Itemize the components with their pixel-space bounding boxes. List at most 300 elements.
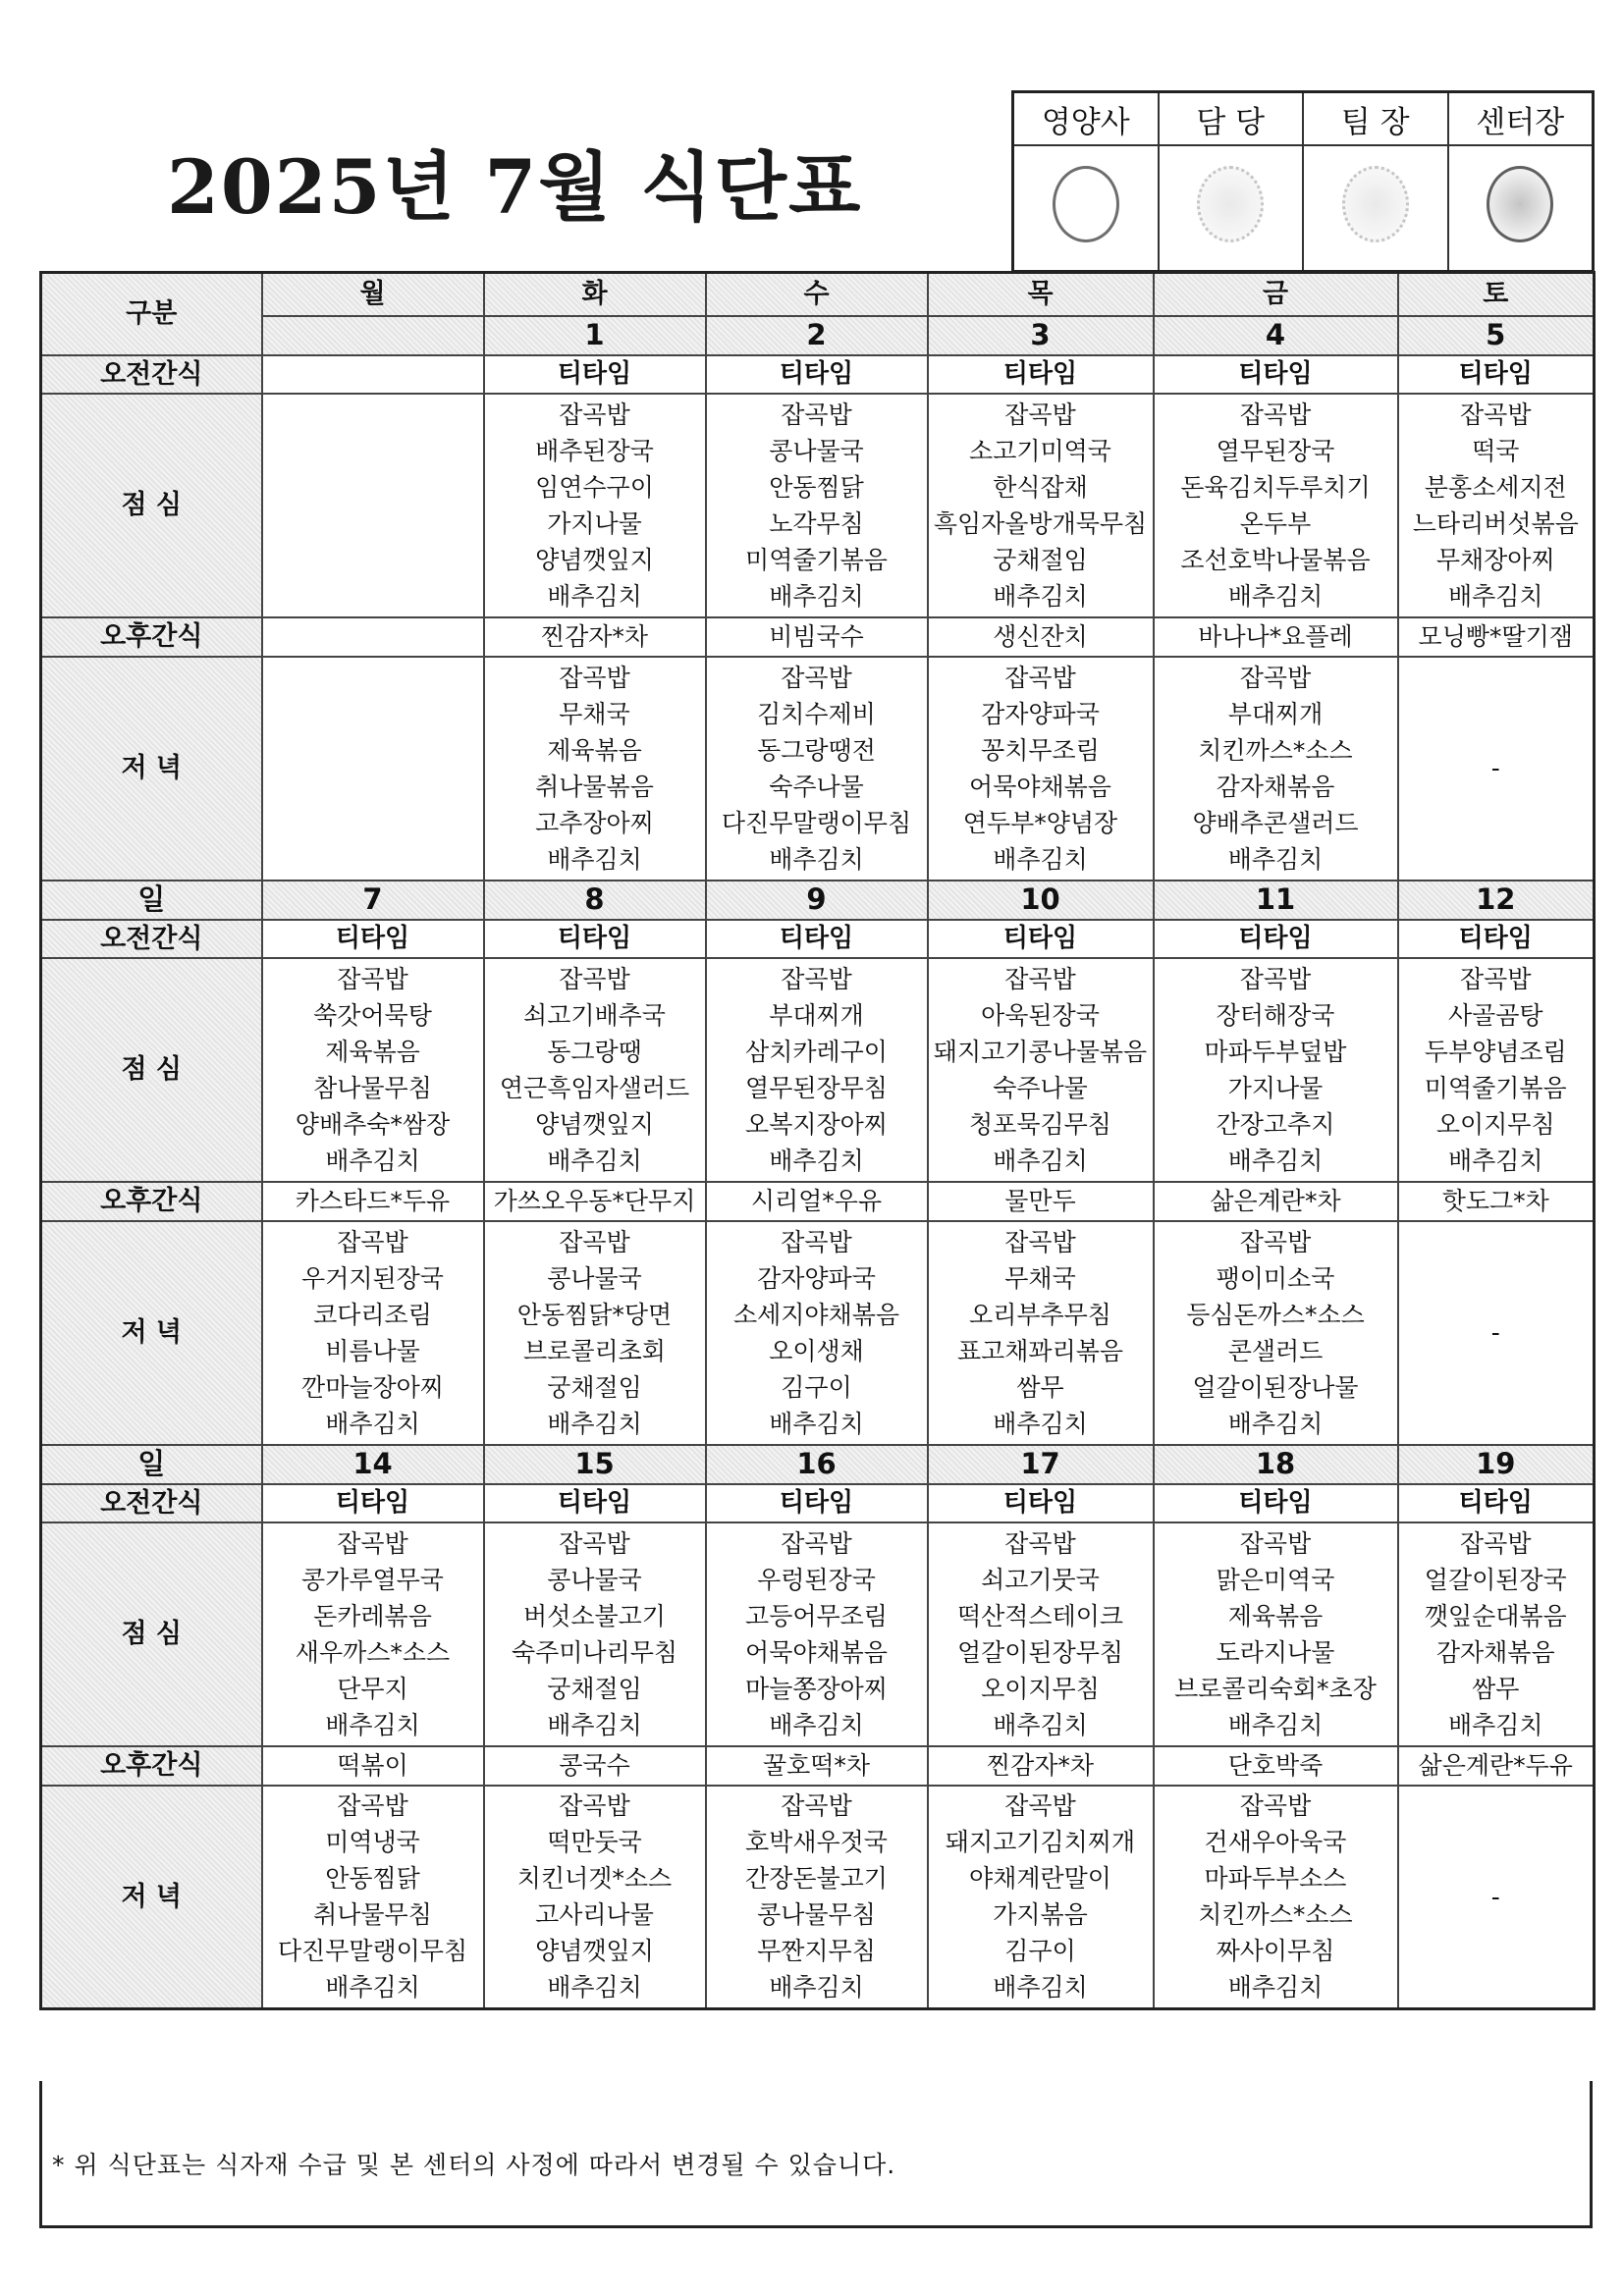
menu-item: 부대찌개 [1227, 699, 1324, 728]
date-cell [262, 316, 484, 355]
date-cell: 2 [706, 316, 928, 355]
menu-item: 오이지무침 [1435, 1109, 1555, 1139]
menu-item: 감자채볶음 [1435, 1637, 1555, 1667]
morning-cell: 티타임 [484, 1484, 706, 1522]
menu-item: - [1490, 754, 1500, 782]
menu-item: 연두부*양념장 [962, 808, 1118, 837]
menu-item: 분홍소세지전 [1424, 472, 1567, 502]
menu-item: 잡곡밥 [337, 964, 408, 993]
date-cell: 8 [484, 881, 706, 920]
menu-item: 다진무말랭이무침 [721, 808, 912, 837]
menu-item: 잡곡밥 [781, 1227, 852, 1256]
afternoon-cell: 가쓰오우동*단무지 [484, 1182, 706, 1221]
date-cell: 9 [706, 881, 928, 920]
lunch-label: 점 심 [41, 394, 262, 617]
afternoon-row [41, 1746, 1595, 1786]
menu-item: 콩나물무침 [757, 1900, 876, 1930]
manager-stamp [1197, 166, 1264, 242]
menu-item: 쑥갓어묵탕 [313, 1000, 432, 1030]
menu-item: 떡국 [1472, 436, 1520, 465]
approval-box [1011, 90, 1595, 273]
afternoon-cell: 비빔국수 [706, 617, 928, 657]
lunch-cell [1398, 1522, 1595, 1746]
menu-item: 단무지 [337, 1674, 408, 1703]
menu-item: 쌈무 [1016, 1372, 1064, 1402]
morning-cell: 티타임 [484, 355, 706, 394]
menu-item: 임연수구이 [535, 472, 654, 502]
morning-cell: 티타임 [262, 920, 484, 958]
lunch-cell [1154, 958, 1398, 1182]
morning-cell [262, 355, 484, 394]
menu-item: 양배추숙*쌈장 [295, 1109, 451, 1139]
dinner-cell [262, 1221, 484, 1445]
menu-item: 배추김치 [547, 1973, 642, 2002]
menu-item: 제육볶음 [1227, 1601, 1324, 1630]
menu-item: 궁채절임 [993, 545, 1088, 574]
weekday-header: 토 [1398, 273, 1595, 316]
menu-item: 제육볶음 [547, 735, 642, 765]
menu-item: 콩나물국 [769, 436, 864, 465]
lunch-cell [262, 394, 484, 617]
menu-item: 배추김치 [769, 844, 864, 874]
menu-item: 잡곡밥 [1004, 1528, 1076, 1558]
menu-item: 사골곰탕 [1447, 1000, 1543, 1030]
menu-item: 고사리나물 [535, 1900, 654, 1930]
corner-label: 구분 [41, 273, 262, 355]
menu-item: 가지나물 [1227, 1073, 1324, 1102]
afternoon-label: 오후간식 [41, 1182, 262, 1221]
lunch-cell [484, 1522, 706, 1746]
menu-item: 잡곡밥 [1239, 1227, 1312, 1256]
lunch-cell [1398, 394, 1595, 617]
menu-item: 잡곡밥 [1460, 1528, 1532, 1558]
afternoon-label: 오후간식 [41, 617, 262, 657]
menu-item: 고등어무조림 [745, 1601, 888, 1630]
lunch-cell [1154, 1522, 1398, 1746]
menu-item: 배추김치 [325, 1146, 420, 1175]
menu-item: 브로콜리숙회*초장 [1174, 1674, 1377, 1703]
menu-item: 오복지장아찌 [745, 1109, 888, 1139]
menu-item: 잡곡밥 [337, 1227, 408, 1256]
menu-item: 배추김치 [1227, 844, 1324, 874]
approval-role: 센터장 [1448, 92, 1594, 146]
approval-cell [1013, 145, 1159, 272]
menu-item: 배추된장국 [535, 436, 654, 465]
dinner-label: 저 녁 [41, 1221, 262, 1445]
menu-item: 배추김치 [325, 1409, 420, 1438]
menu-item: 동그랑땡전 [757, 735, 876, 765]
menu-item: 치킨너겟*소스 [516, 1864, 673, 1894]
dinner-cell [706, 657, 928, 881]
menu-item: 잡곡밥 [1239, 400, 1312, 429]
weekday-header: 목 [928, 273, 1154, 316]
menu-item: 어묵야채볶음 [969, 772, 1111, 801]
date-cell: 5 [1398, 316, 1595, 355]
menu-item: 치킨까스*소스 [1198, 735, 1353, 765]
lunch-cell [484, 394, 706, 617]
menu-item: 건새우아욱국 [1204, 1828, 1347, 1857]
menu-item: 배추김치 [1227, 581, 1324, 611]
afternoon-cell: 생신잔치 [928, 617, 1154, 657]
menu-item: 감자양파국 [981, 699, 1100, 728]
menu-item: 김구이 [781, 1372, 852, 1402]
menu-item: 배추김치 [1227, 1409, 1324, 1438]
menu-item: 잡곡밥 [1239, 663, 1312, 692]
menu-item: 잡곡밥 [1004, 1791, 1076, 1821]
menu-item: 참나물무침 [313, 1073, 432, 1102]
menu-item: 새우까스*소스 [295, 1637, 451, 1667]
menu-item: 쇠고기배추국 [523, 1000, 666, 1030]
menu-item: 돈육김치두루치기 [1180, 472, 1371, 502]
menu-item: 얼갈이된장무침 [956, 1637, 1124, 1667]
menu-item: 무채장아찌 [1435, 545, 1555, 574]
menu-item: 안동찜닭 [325, 1864, 420, 1894]
menu-item: 쇠고기뭇국 [981, 1565, 1100, 1594]
menu-item: 마늘쫑장아찌 [745, 1674, 888, 1703]
dinner-cell [1154, 657, 1398, 881]
menu-item: 온두부 [1239, 508, 1312, 538]
menu-item: 콘샐러드 [1227, 1336, 1324, 1365]
menu-item: 잡곡밥 [781, 964, 852, 993]
approval-cell [1448, 145, 1594, 272]
menu-item: 미역줄기볶음 [745, 545, 888, 574]
menu-item: 고추장아찌 [535, 808, 654, 837]
afternoon-cell: 콩국수 [484, 1746, 706, 1786]
lunch-label: 점 심 [41, 1522, 262, 1746]
menu-item: 김구이 [1004, 1937, 1076, 1966]
afternoon-cell: 삶은계란*두유 [1398, 1746, 1595, 1786]
page-title: 2025년 7월 식단표 [167, 143, 863, 231]
menu-item: 부대찌개 [769, 1000, 864, 1030]
director-stamp [1487, 166, 1553, 242]
date-cell: 16 [706, 1445, 928, 1484]
menu-item: 장터해장국 [1216, 1000, 1335, 1030]
menu-item: 간장돈불고기 [745, 1864, 888, 1894]
morning-row [41, 355, 1595, 394]
menu-item: 배추김치 [993, 1409, 1088, 1438]
menu-item: 잡곡밥 [559, 400, 630, 429]
menu-item: 치킨까스*소스 [1198, 1900, 1353, 1930]
menu-item: 콩나물국 [547, 1263, 642, 1293]
menu-item: - [1490, 1318, 1500, 1347]
dinner-cell [1398, 1786, 1595, 2009]
menu-item: 가지볶음 [993, 1900, 1088, 1930]
menu-item: 맑은미역국 [1216, 1565, 1335, 1594]
menu-item: 잡곡밥 [559, 663, 630, 692]
lunch-cell [928, 958, 1154, 1182]
menu-item: 무짠지무침 [757, 1937, 876, 1966]
dinner-cell [1154, 1221, 1398, 1445]
date-cell: 3 [928, 316, 1154, 355]
approval-role: 영양사 [1013, 92, 1159, 146]
menu-item: 미역줄기볶음 [1424, 1073, 1567, 1102]
menu-item: 제육볶음 [325, 1037, 420, 1066]
menu-item: 배추김치 [325, 1710, 420, 1739]
morning-cell: 티타임 [928, 920, 1154, 958]
menu-item: 돼지고기콩나물볶음 [933, 1037, 1148, 1066]
afternoon-cell: 찐감자*차 [484, 617, 706, 657]
approval-role: 팀 장 [1303, 92, 1448, 146]
morning-row [41, 1484, 1595, 1522]
menu-item: 어묵야채볶음 [745, 1637, 888, 1667]
menu-item: 소고기미역국 [969, 436, 1111, 465]
morning-cell: 티타임 [1154, 1484, 1398, 1522]
afternoon-cell: 찐감자*차 [928, 1746, 1154, 1786]
menu-item: 삼치카레구이 [745, 1037, 888, 1066]
menu-item: 야채계란말이 [969, 1864, 1111, 1894]
menu-item: 무채국 [559, 699, 630, 728]
morning-cell: 티타임 [1154, 355, 1398, 394]
menu-item: 배추김치 [547, 1409, 642, 1438]
menu-item: 감자양파국 [757, 1263, 876, 1293]
menu-item: 브로콜리초회 [523, 1336, 666, 1365]
morning-cell: 티타임 [706, 355, 928, 394]
menu-item: 양념깻잎지 [535, 1937, 654, 1966]
approval-cell [1303, 145, 1448, 272]
date-cell: 12 [1398, 881, 1595, 920]
menu-item: 잡곡밥 [1004, 400, 1076, 429]
menu-item: 감자채볶음 [1216, 772, 1335, 801]
menu-item: 배추김치 [993, 1146, 1088, 1175]
morning-cell: 티타임 [928, 355, 1154, 394]
dinner-cell [928, 1221, 1154, 1445]
menu-item: 쌈무 [1472, 1674, 1520, 1703]
menu-item: 잡곡밥 [559, 964, 630, 993]
dinner-row [41, 657, 1595, 881]
menu-item: 아욱된장국 [981, 1000, 1100, 1030]
menu-item: 간장고추지 [1216, 1109, 1335, 1139]
dinner-cell [706, 1221, 928, 1445]
morning-label: 오전간식 [41, 355, 262, 394]
dinner-cell [1154, 1786, 1398, 2009]
dinner-cell [262, 1786, 484, 2009]
menu-item: 배추김치 [547, 844, 642, 874]
menu-item: 우렁된장국 [757, 1565, 876, 1594]
lunch-cell [928, 1522, 1154, 1746]
morning-cell: 티타임 [706, 1484, 928, 1522]
morning-label: 오전간식 [41, 920, 262, 958]
menu-item: 궁채절임 [547, 1372, 642, 1402]
menu-item: 배추김치 [769, 581, 864, 611]
menu-item: 배추김치 [1447, 1710, 1543, 1739]
menu-item: 배추김치 [769, 1710, 864, 1739]
lunch-row [41, 1522, 1595, 1746]
dinner-cell [484, 657, 706, 881]
menu-item: 잡곡밥 [781, 400, 852, 429]
afternoon-cell: 단호박죽 [1154, 1746, 1398, 1786]
menu-item: 팽이미소국 [1216, 1263, 1335, 1293]
menu-item: 우거지된장국 [301, 1263, 444, 1293]
date-cell: 15 [484, 1445, 706, 1484]
menu-item: 등심돈까스*소스 [1186, 1300, 1365, 1329]
menu-item: 잡곡밥 [781, 663, 852, 692]
menu-item: 청포묵김무침 [969, 1109, 1111, 1139]
morning-cell: 티타임 [706, 920, 928, 958]
menu-item: 다진무말랭이무침 [277, 1937, 468, 1966]
afternoon-cell: 카스타드*두유 [262, 1182, 484, 1221]
afternoon-cell: 핫도그*차 [1398, 1182, 1595, 1221]
morning-cell: 티타임 [1398, 1484, 1595, 1522]
lunch-cell [706, 958, 928, 1182]
lunch-cell [706, 394, 928, 617]
afternoon-cell [262, 617, 484, 657]
morning-cell: 티타임 [1398, 920, 1595, 958]
menu-item: 양념깻잎지 [535, 545, 654, 574]
menu-item: 열무된장무침 [745, 1073, 888, 1102]
morning-cell: 티타임 [928, 1484, 1154, 1522]
dinner-label: 저 녁 [41, 657, 262, 881]
menu-item: 한식잡채 [993, 472, 1088, 502]
menu-item: 오이지무침 [981, 1674, 1100, 1703]
menu-item: 숙주미나리무침 [511, 1637, 678, 1667]
menu-item: 배추김치 [1227, 1973, 1324, 2002]
menu-item: 도라지나물 [1216, 1637, 1335, 1667]
lunch-cell [706, 1522, 928, 1746]
afternoon-cell: 시리얼*우유 [706, 1182, 928, 1221]
menu-item: 숙주나물 [993, 1073, 1088, 1102]
morning-row [41, 920, 1595, 958]
menu-item: 잡곡밥 [559, 1528, 630, 1558]
team-lead-stamp [1342, 166, 1409, 242]
menu-item: - [1490, 1882, 1500, 1911]
menu-item: 배추김치 [1447, 581, 1543, 611]
menu-item: 얼갈이된장나물 [1192, 1372, 1359, 1402]
dinner-cell [484, 1786, 706, 2009]
approval-cell [1159, 145, 1304, 272]
menu-item: 마파두부소스 [1204, 1864, 1347, 1894]
menu-item: 취나물볶음 [535, 772, 654, 801]
menu-item: 돈카레볶음 [313, 1601, 432, 1630]
menu-item: 돼지고기김치찌개 [945, 1828, 1136, 1857]
lunch-row [41, 394, 1595, 617]
menu-item: 취나물무침 [313, 1900, 432, 1930]
dinner-label: 저 녁 [41, 1786, 262, 2009]
menu-item: 코다리조림 [313, 1300, 432, 1329]
menu-item: 표고채꽈리볶음 [956, 1336, 1124, 1365]
date-cell: 1 [484, 316, 706, 355]
menu-item: 잡곡밥 [337, 1791, 408, 1821]
menu-item: 노각무침 [769, 508, 864, 538]
footnote-box [39, 2081, 1593, 2228]
weekday-header: 금 [1154, 273, 1398, 316]
menu-item: 버섯소불고기 [523, 1601, 666, 1630]
menu-item: 양념깻잎지 [535, 1109, 654, 1139]
menu-item: 궁채절임 [547, 1674, 642, 1703]
dinner-cell [262, 657, 484, 881]
menu-item: 배추김치 [547, 1710, 642, 1739]
menu-item: 잡곡밥 [559, 1791, 630, 1821]
date-cell: 17 [928, 1445, 1154, 1484]
dinner-row [41, 1786, 1595, 2009]
menu-item: 잡곡밥 [1004, 1227, 1076, 1256]
afternoon-cell: 모닝빵*딸기잼 [1398, 617, 1595, 657]
menu-item: 흑임자올방개묵무침 [933, 508, 1148, 538]
week-label: 일 [41, 881, 262, 920]
date-cell: 4 [1154, 316, 1398, 355]
menu-item: 콩나물국 [547, 1565, 642, 1594]
weekday-header: 수 [706, 273, 928, 316]
menu-item: 배추김치 [547, 581, 642, 611]
menu-item: 배추김치 [993, 1710, 1088, 1739]
lunch-cell [262, 1522, 484, 1746]
lunch-cell [928, 394, 1154, 617]
menu-item: 잡곡밥 [1239, 1791, 1312, 1821]
menu-item: 잡곡밥 [1239, 964, 1312, 993]
lunch-cell [484, 958, 706, 1182]
menu-item: 미역냉국 [325, 1828, 420, 1857]
menu-item: 깻잎순대볶음 [1424, 1601, 1567, 1630]
weekday-header: 월 [262, 273, 484, 316]
menu-item: 잡곡밥 [1460, 964, 1532, 993]
dinner-cell [1398, 1221, 1595, 1445]
menu-item: 잡곡밥 [781, 1528, 852, 1558]
menu-item: 배추김치 [1447, 1146, 1543, 1175]
afternoon-cell: 삶은계란*차 [1154, 1182, 1398, 1221]
menu-item: 연근흑임자샐러드 [499, 1073, 690, 1102]
menu-item: 배추김치 [769, 1409, 864, 1438]
dinner-cell [484, 1221, 706, 1445]
date-row [41, 1445, 1595, 1484]
morning-label: 오전간식 [41, 1484, 262, 1522]
menu-item: 깐마늘장아찌 [301, 1372, 444, 1402]
menu-item: 무채국 [1004, 1263, 1076, 1293]
nutritionist-stamp [1053, 166, 1119, 242]
menu-item: 느타리버섯볶음 [1412, 508, 1579, 538]
lunch-label: 점 심 [41, 958, 262, 1182]
date-cell: 7 [262, 881, 484, 920]
menu-item: 마파두부덮밥 [1204, 1037, 1347, 1066]
afternoon-cell: 바나나*요플레 [1154, 617, 1398, 657]
dinner-cell [928, 1786, 1154, 2009]
menu-table [39, 271, 1596, 2010]
menu-item: 배추김치 [1227, 1146, 1324, 1175]
date-row [41, 881, 1595, 920]
afternoon-cell: 떡볶이 [262, 1746, 484, 1786]
dinner-cell [1398, 657, 1595, 881]
menu-item: 소세지야채볶음 [732, 1300, 900, 1329]
weekday-row [41, 273, 1595, 316]
lunch-row [41, 958, 1595, 1182]
menu-item: 양배추콘샐러드 [1192, 808, 1359, 837]
menu-item: 잡곡밥 [1460, 400, 1532, 429]
menu-item: 동그랑땡 [547, 1037, 642, 1066]
menu-item: 조선호박나물볶음 [1180, 545, 1371, 574]
menu-item: 잡곡밥 [1239, 1528, 1312, 1558]
afternoon-row [41, 617, 1595, 657]
menu-item: 호박새우젓국 [745, 1828, 888, 1857]
menu-item: 배추김치 [1227, 1710, 1324, 1739]
date-cell: 14 [262, 1445, 484, 1484]
date-row [41, 316, 1595, 355]
morning-cell: 티타임 [262, 1484, 484, 1522]
menu-item: 배추김치 [769, 1973, 864, 2002]
menu-item: 잡곡밥 [1004, 964, 1076, 993]
menu-item: 배추김치 [769, 1146, 864, 1175]
week-label: 일 [41, 1445, 262, 1484]
menu-item: 가지나물 [547, 508, 642, 538]
menu-item: 열무된장국 [1216, 436, 1335, 465]
menu-item: 안동찜닭*당면 [516, 1300, 673, 1329]
footnote: * 위 식단표는 식자재 수급 및 본 센터의 사정에 따라서 변경될 수 있습니다. [52, 2151, 896, 2179]
date-cell: 19 [1398, 1445, 1595, 1484]
morning-cell: 티타임 [1154, 920, 1398, 958]
afternoon-row [41, 1182, 1595, 1221]
lunch-cell [262, 958, 484, 1182]
menu-item: 잡곡밥 [337, 1528, 408, 1558]
menu-item: 오리부추무침 [969, 1300, 1111, 1329]
menu-item: 떡만둣국 [547, 1828, 642, 1857]
lunch-cell [1398, 958, 1595, 1182]
